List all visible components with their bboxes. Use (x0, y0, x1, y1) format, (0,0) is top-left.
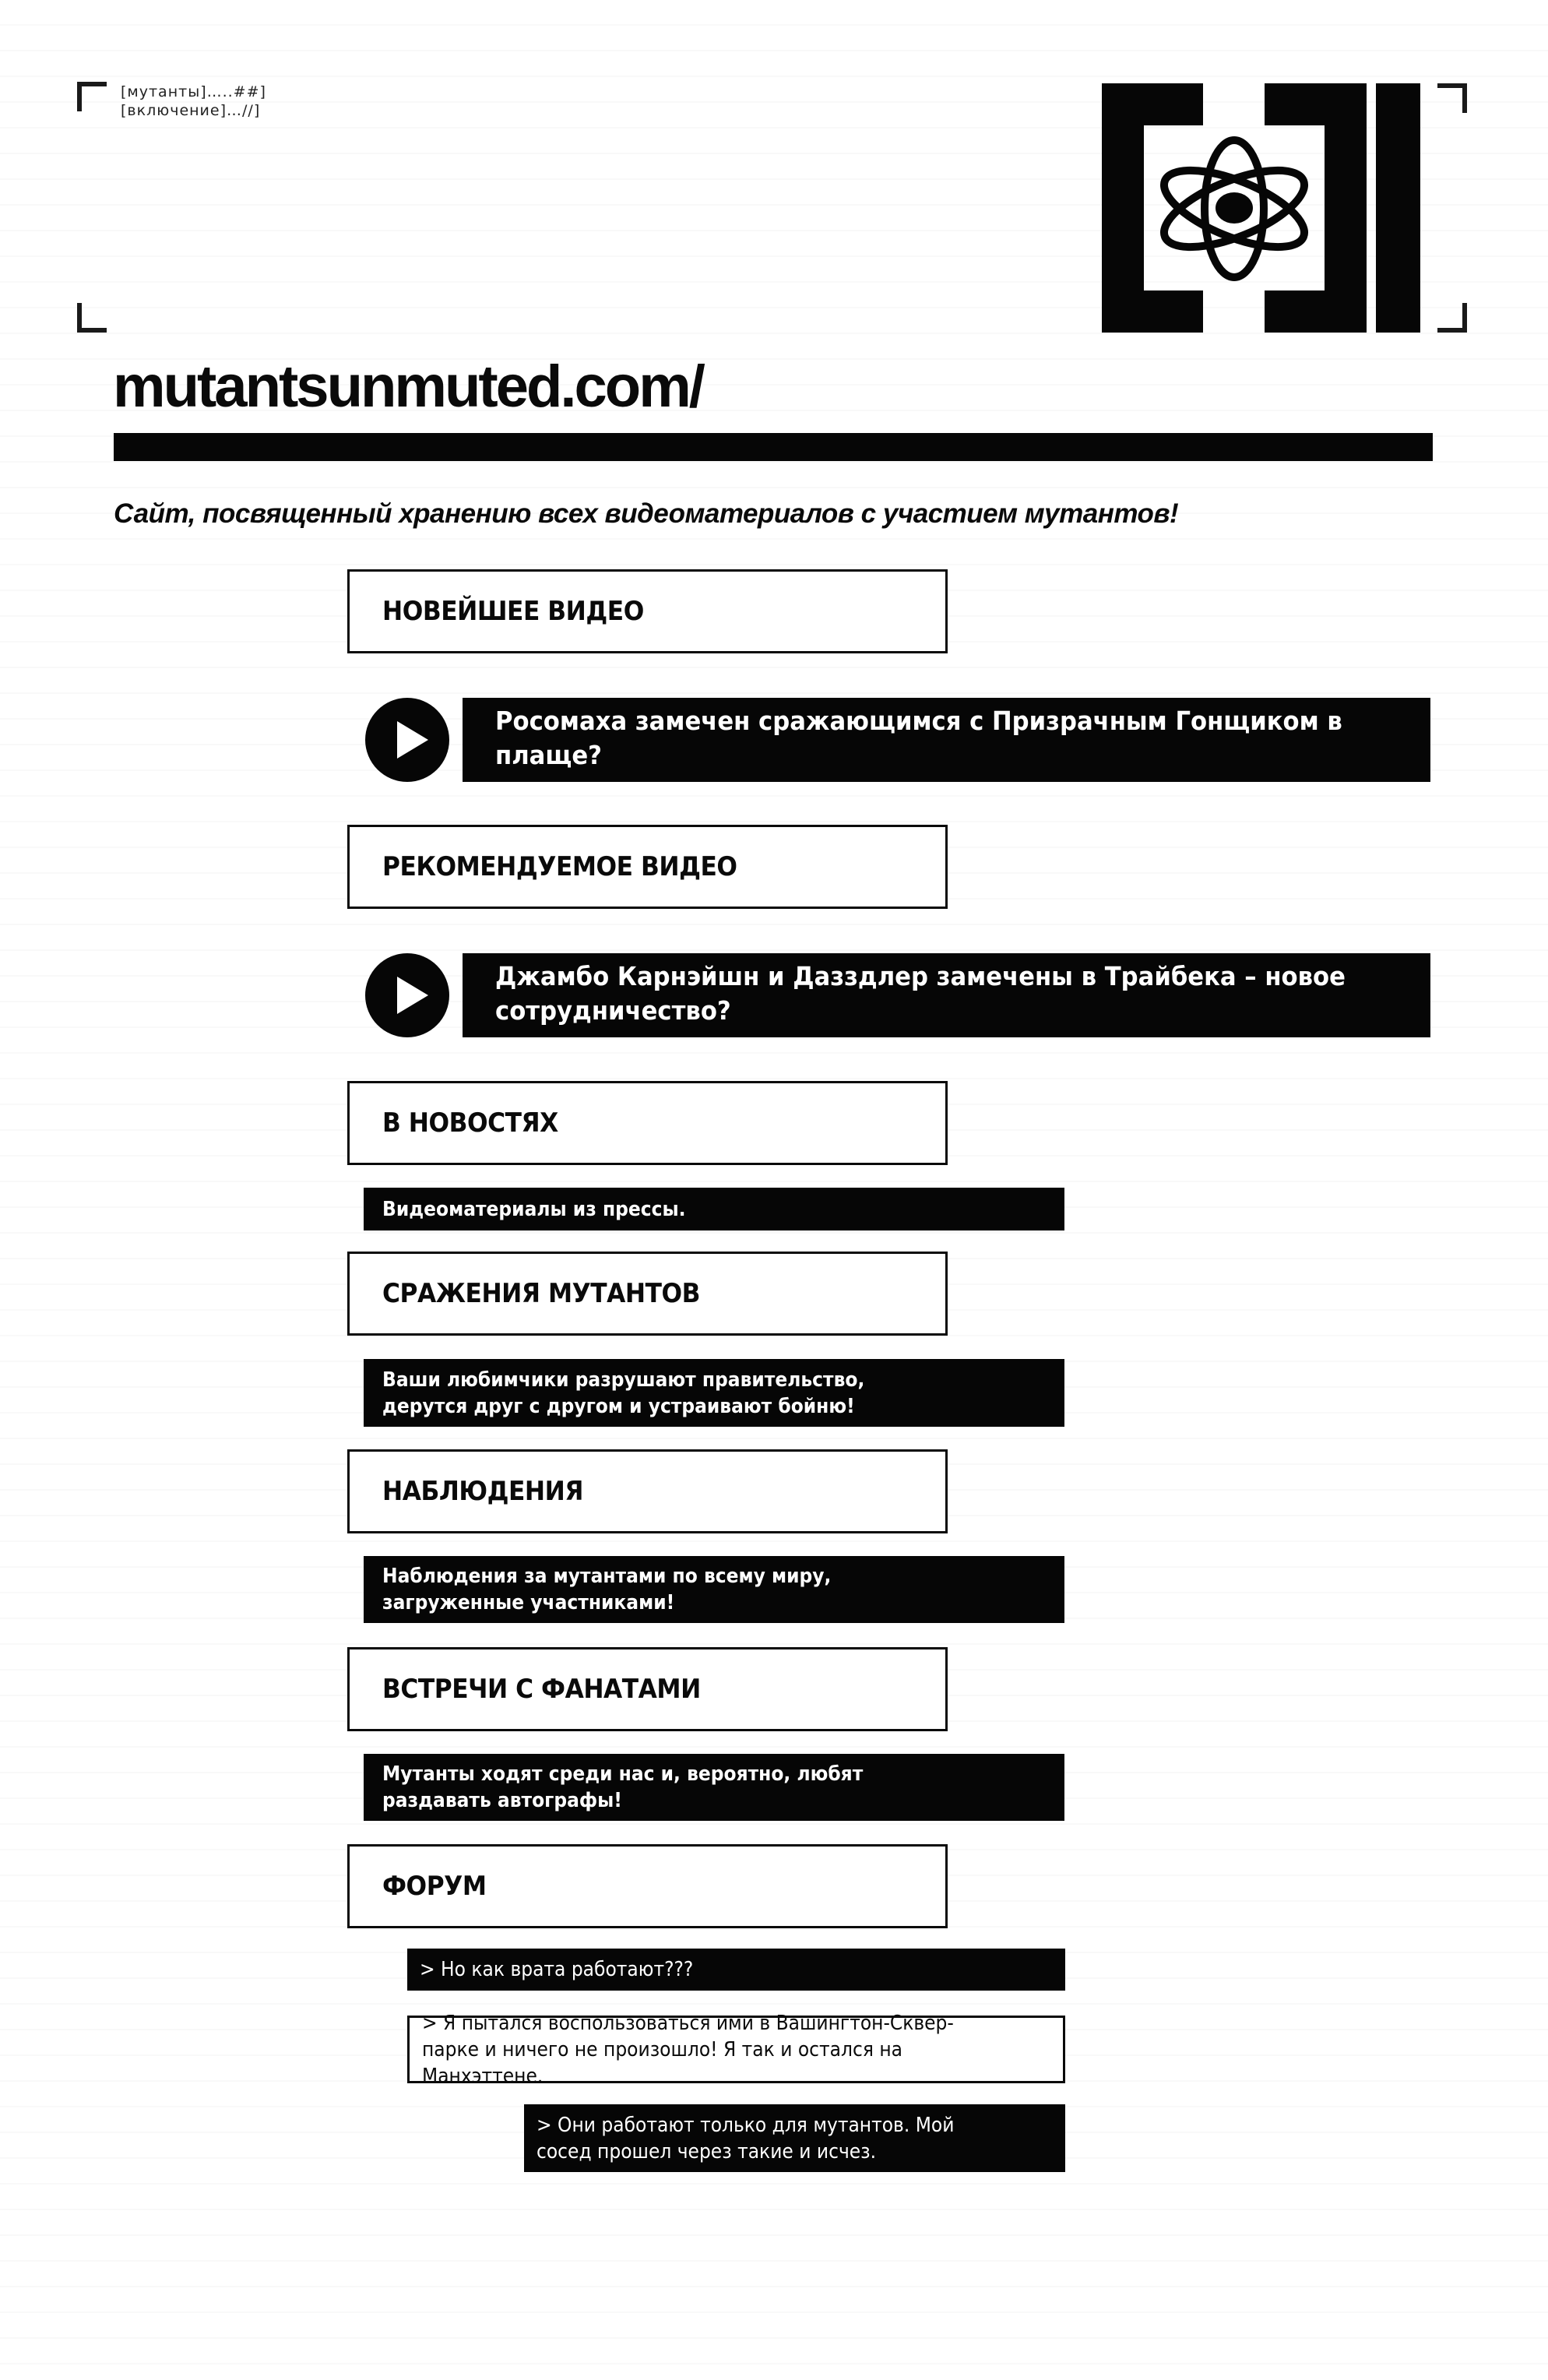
section-sightings[interactable] (347, 1449, 948, 1533)
site-logo[interactable] (1102, 83, 1421, 333)
site-tagline: Сайт, посвященный хранению всех видеоматериалов с участием мутантов! (114, 498, 1179, 529)
section-description-text: Видеоматериалы из прессы. (382, 1197, 686, 1221)
frame-corner-bottom-left (77, 303, 107, 333)
play-button[interactable] (365, 698, 449, 782)
video-title-link[interactable] (463, 953, 1430, 1037)
logo-bracket-left-bottom (1102, 290, 1203, 333)
section-label: ВСТРЕЧИ С ФАНАТАМИ (382, 1674, 701, 1705)
forum-post-text: > Они работают только для мутантов. Мой сосед прошел через такие и исчез. (537, 2113, 955, 2163)
section-label: НОВЕЙШЕЕ ВИДЕО (382, 596, 644, 627)
section-description (364, 1556, 1064, 1623)
atom-icon (1151, 127, 1318, 290)
section-label: НАБЛЮДЕНИЯ (382, 1476, 584, 1507)
section-fan-meetups[interactable] (347, 1647, 948, 1731)
forum-post-text: > Но как врата работают??? (420, 1958, 694, 1981)
section-forum[interactable] (347, 1844, 948, 1928)
title-divider-bar (114, 433, 1433, 461)
logo-vertical-bar (1376, 83, 1420, 333)
site-title[interactable]: mutantsunmuted.com/ (113, 354, 703, 420)
recommended-video-item (365, 953, 1430, 1037)
header-tag-line-1: [мутанты]…..##] (121, 83, 266, 100)
section-description-text: Ваши любимчики разрушают правительство, дерутся друг с другом и устраивают бойню! (382, 1368, 865, 1418)
video-title-link[interactable] (463, 698, 1430, 782)
play-icon (365, 953, 449, 1037)
section-in-the-news[interactable] (347, 1081, 948, 1165)
newest-video-item (365, 698, 1430, 782)
header-tag-line-2: [включение]…//] (121, 102, 261, 119)
section-label: В НОВОСТЯХ (382, 1107, 558, 1139)
section-label: РЕКОМЕНДУЕМОЕ ВИДЕО (382, 851, 737, 882)
section-newest-video[interactable] (347, 569, 948, 653)
section-recommended-video[interactable] (347, 825, 948, 909)
section-description (364, 1188, 1064, 1230)
video-title: Росомаха замечен сражающимся с Призрачным Гонщиком в плаще? (495, 706, 1342, 770)
play-button[interactable] (365, 953, 449, 1037)
section-description (364, 1359, 1064, 1427)
section-description (364, 1754, 1064, 1821)
frame-corner-top-left (77, 82, 107, 111)
section-description-text: Наблюдения за мутантами по всему миру, загруженные участниками! (382, 1565, 832, 1614)
forum-post[interactable] (407, 2011, 1065, 2088)
play-icon (365, 698, 449, 782)
section-label: ФОРУМ (382, 1871, 487, 1902)
logo-bracket-right-bottom (1265, 290, 1367, 333)
forum-post-text: > Я пытался воспользоваться ими в Вашингтон-Сквер-парке и ничего не произошло! Я так и остался на Манхэттене. (422, 2011, 954, 2088)
forum-post[interactable] (407, 1949, 1065, 1991)
frame-corner-top-right (1437, 83, 1467, 113)
section-description-text: Мутанты ходят среди нас и, вероятно, любят раздавать автографы! (382, 1762, 864, 1812)
section-label: СРАЖЕНИЯ МУТАНТОВ (382, 1278, 701, 1309)
frame-corner-bottom-right (1437, 303, 1467, 333)
video-title: Джамбо Карнэйшн и Дазздлер замечены в Трайбека – новое сотрудничество? (495, 961, 1346, 1026)
header-tag (121, 83, 266, 120)
section-mutant-battles[interactable] (347, 1252, 948, 1336)
forum-post[interactable] (524, 2104, 1065, 2172)
